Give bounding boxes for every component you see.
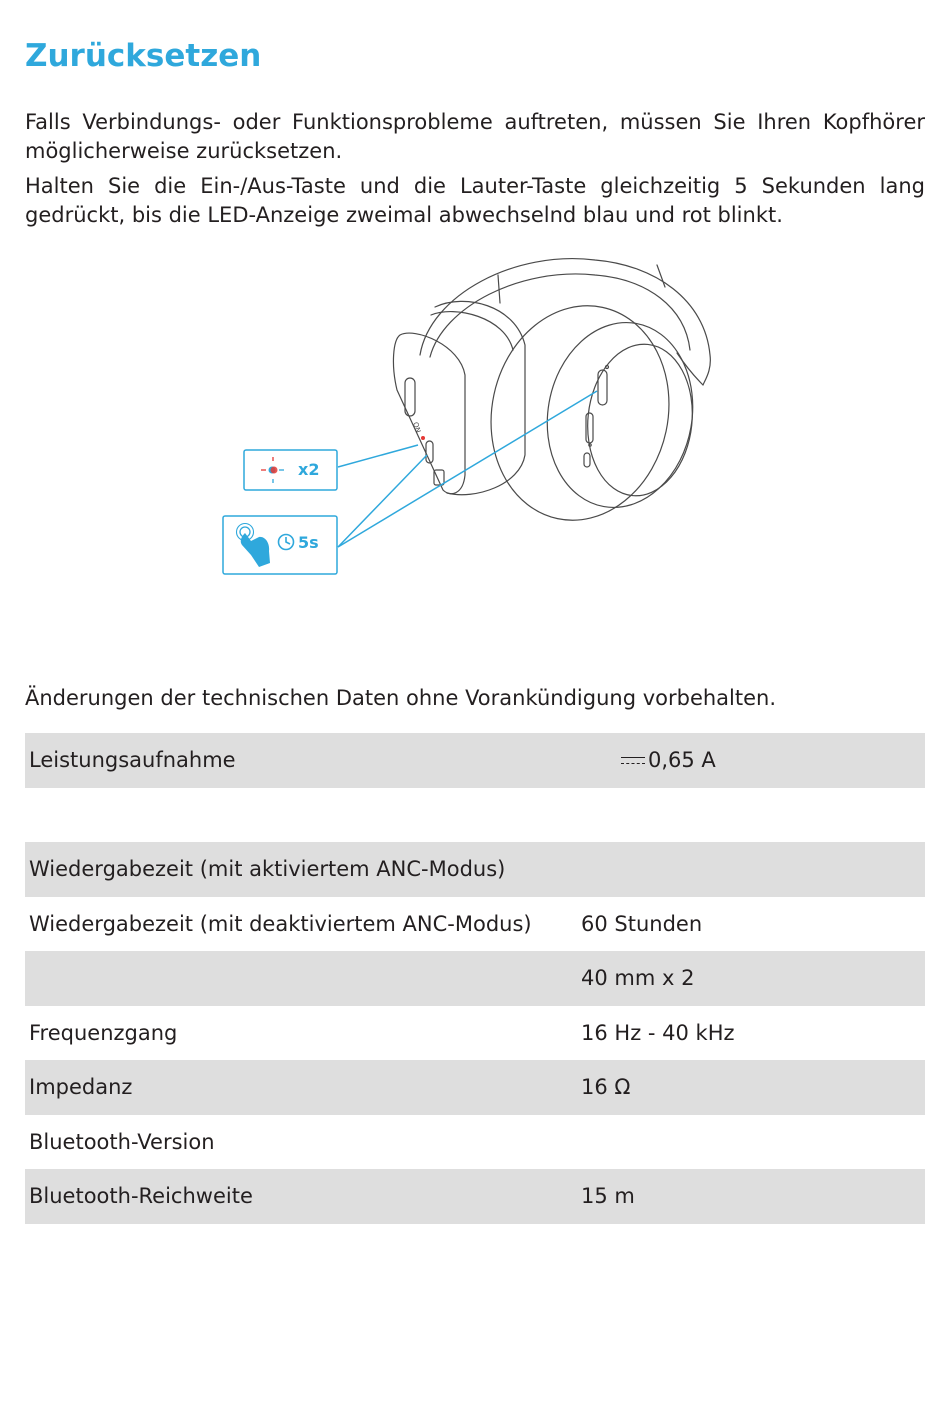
intro-paragraph: Falls Verbindungs- oder Funktionsprobleme auftreten, müssen Sie Ihren Kopfhörer möglicherweise zurücksetzen. bbox=[25, 110, 925, 163]
blink-count-label: x2 bbox=[298, 460, 320, 479]
table-row bbox=[25, 1169, 925, 1224]
specs-disclaimer: Änderungen der technischen Daten ohne Vorankündigung vorbehalten. bbox=[25, 686, 777, 710]
headphone-reset-illustration bbox=[215, 245, 715, 585]
press-hold-callout bbox=[223, 516, 337, 574]
table-row bbox=[25, 733, 925, 788]
instruction-paragraph: Halten Sie die Ein-/Aus-Taste und die Lauter-Taste gleichzeitig 5 Sekunden lang gedrückt, bis die LED-Anzeige zweimal abwechselnd blau und rot blinkt. bbox=[25, 174, 925, 227]
on-label: ON bbox=[411, 421, 423, 434]
left-earcup-icon bbox=[393, 301, 525, 494]
spec-value: 16 Hz - 40 kHz bbox=[581, 1020, 735, 1045]
spec-label: Frequenzgang bbox=[29, 1020, 178, 1045]
headband-icon bbox=[420, 259, 710, 385]
spec-value: 40 mm x 2 bbox=[581, 951, 925, 1006]
spec-label: Wiedergabezeit (mit deaktiviertem ANC-Modus) bbox=[29, 911, 532, 936]
spec-value bbox=[581, 1115, 925, 1170]
spec-label: Leistungsaufnahme bbox=[25, 733, 581, 788]
table-row bbox=[25, 897, 925, 952]
spec-label: Bluetooth-Reichweite bbox=[25, 1169, 581, 1224]
led-blink-callout bbox=[244, 450, 337, 490]
table-row bbox=[25, 1006, 925, 1061]
table-row bbox=[25, 951, 925, 1006]
table-row bbox=[25, 1060, 925, 1115]
spec-label: Impedanz bbox=[25, 1060, 581, 1115]
led-indicator-icon bbox=[421, 436, 425, 440]
spec-value: 0,65 A bbox=[648, 748, 716, 773]
spec-value: 15 m bbox=[581, 1169, 925, 1224]
hold-duration-label: 5s bbox=[298, 533, 319, 552]
spec-label: Wiedergabezeit (mit aktiviertem ANC-Modus) bbox=[25, 842, 581, 897]
spec-value-cell bbox=[581, 733, 925, 788]
specifications-table bbox=[25, 842, 925, 1224]
dc-icon bbox=[621, 755, 645, 767]
spec-value: 16 Ω bbox=[581, 1060, 925, 1115]
table-row bbox=[25, 1115, 925, 1170]
spec-label: Bluetooth-Version bbox=[29, 1129, 215, 1154]
spec-value: 60 Stunden bbox=[581, 911, 703, 936]
power-spec-table bbox=[25, 733, 925, 788]
spec-label bbox=[25, 951, 581, 1006]
table-row bbox=[25, 842, 925, 897]
page-title: Zurücksetzen bbox=[25, 38, 262, 74]
right-earcup-icon bbox=[471, 289, 707, 537]
spec-value bbox=[581, 842, 925, 897]
